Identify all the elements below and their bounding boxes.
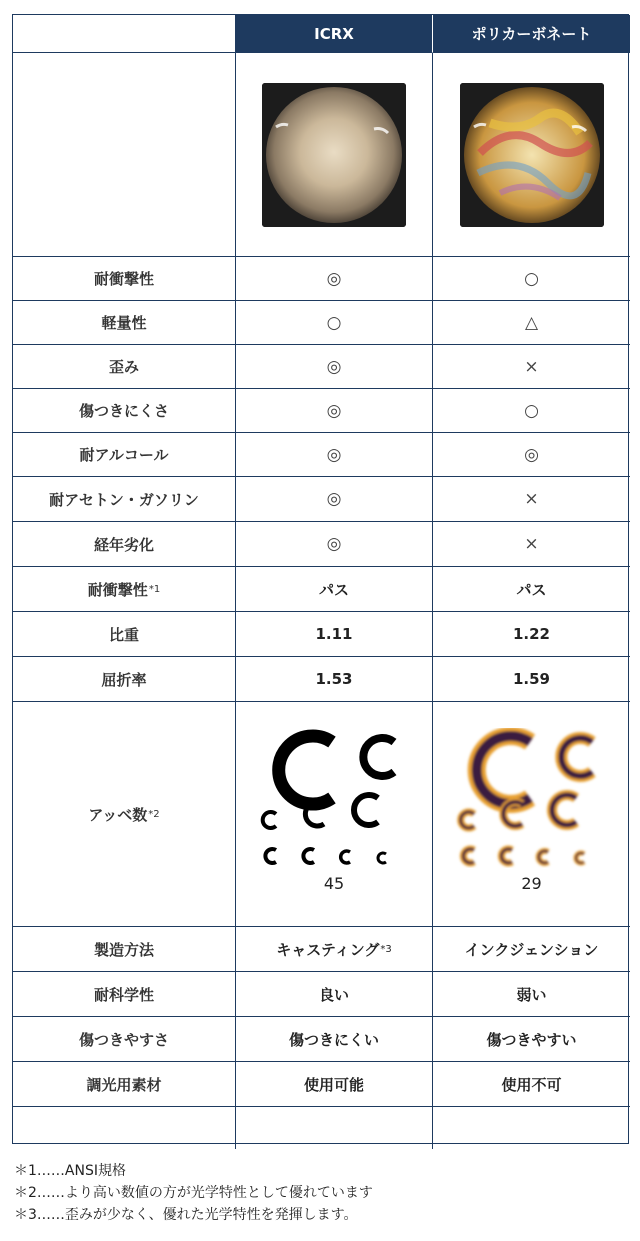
icrx-landolt-rings-image [254,728,414,868]
row-label-aging: 経年劣化 [13,522,236,567]
image-row-label-cell [13,53,236,257]
icrx-value-impact-ansi: パス [236,567,433,612]
row-label-abbe: アッベ数 *2 [13,702,236,927]
icrx-value-chemical-resistance: 良い [236,972,433,1017]
empty-row-pc [433,1107,630,1149]
pc-landolt-rings-image [452,728,612,868]
icrx-lens-image [262,83,406,227]
icrx-value-lightweight: ○ [236,301,433,345]
row-label-specific-gravity: 比重 [13,612,236,657]
header-blank-cell [13,15,236,53]
pc-value-distortion: × [433,345,630,389]
icrx-value-acetone-gasoline: ◎ [236,477,433,522]
header-icrx: ICRX [236,15,433,53]
footnote-2: ＊2……より高い数値の方が光学特性として優れています [14,1185,373,1201]
pc-value-impact: ○ [433,257,630,301]
empty-row-icrx [236,1107,433,1149]
row-label-acetone-gasoline: 耐アセトン・ガソリン [13,477,236,522]
row-label-distortion: 歪み [13,345,236,389]
icrx-abbe-value: 45 [323,874,345,893]
pc-abbe-cell [433,702,630,927]
pc-value-scratch-susceptibility: 傷つきやすい [433,1017,630,1062]
row-label-manufacturing: 製造方法 [13,927,236,972]
row-label-impact-ansi: 耐衝撃性 *1 [13,567,236,612]
icrx-value-scratch-resistance: ◎ [236,389,433,433]
pc-value-manufacturing: インクジェンション [433,927,630,972]
pc-value-scratch-resistance: ○ [433,389,630,433]
footnote-marker: *2 [148,808,160,820]
row-label-scratch-resistance: 傷つきにくさ [13,389,236,433]
footnote-1: ＊1……ANSI規格 [14,1163,126,1179]
empty-row-label [13,1107,236,1149]
pc-value-aging: × [433,522,630,567]
pc-value-specific-gravity: 1.22 [433,612,630,657]
polycarbonate-lens-image [460,83,604,227]
icrx-value-impact: ◎ [236,257,433,301]
row-label-chemical-resistance: 耐科学性 [13,972,236,1017]
icrx-value-aging: ◎ [236,522,433,567]
pc-value-photochromic: 使用不可 [433,1062,630,1107]
row-label-photochromic: 調光用素材 [13,1062,236,1107]
icrx-lens-cell [236,53,433,257]
row-label-impact: 耐衝撃性 [13,257,236,301]
icrx-value-photochromic: 使用可能 [236,1062,433,1107]
icrx-value-alcohol: ◎ [236,433,433,477]
footnote-3: ＊3……歪みが少なく、優れた光学特性を発揮します。 [14,1207,358,1223]
icrx-value-manufacturing: キャスティング *3 [236,927,433,972]
row-label-refractive-index: 屈折率 [13,657,236,702]
row-label-scratch-susceptibility: 傷つきやすさ [13,1017,236,1062]
icrx-abbe-cell [236,702,433,927]
footnote-marker: *3 [380,943,392,955]
header-polycarbonate: ポリカーボネート [433,15,630,53]
footnote-marker: *1 [148,583,161,595]
icrx-value-specific-gravity: 1.11 [236,612,433,657]
pc-value-alcohol: ◎ [433,433,630,477]
row-label-lightweight: 軽量性 [13,301,236,345]
icrx-value-scratch-susceptibility: 傷つきにくい [236,1017,433,1062]
icrx-value-refractive-index: 1.53 [236,657,433,702]
footnotes [14,1160,373,1226]
row-label-alcohol: 耐アルコール [13,433,236,477]
pc-value-refractive-index: 1.59 [433,657,630,702]
comparison-table [12,14,629,1144]
icrx-value-distortion: ◎ [236,345,433,389]
pc-value-lightweight: △ [433,301,630,345]
pc-value-chemical-resistance: 弱い [433,972,630,1017]
pc-value-acetone-gasoline: × [433,477,630,522]
polycarbonate-lens-cell [433,53,630,257]
pc-abbe-value: 29 [521,874,542,893]
pc-value-impact-ansi: パス [433,567,630,612]
